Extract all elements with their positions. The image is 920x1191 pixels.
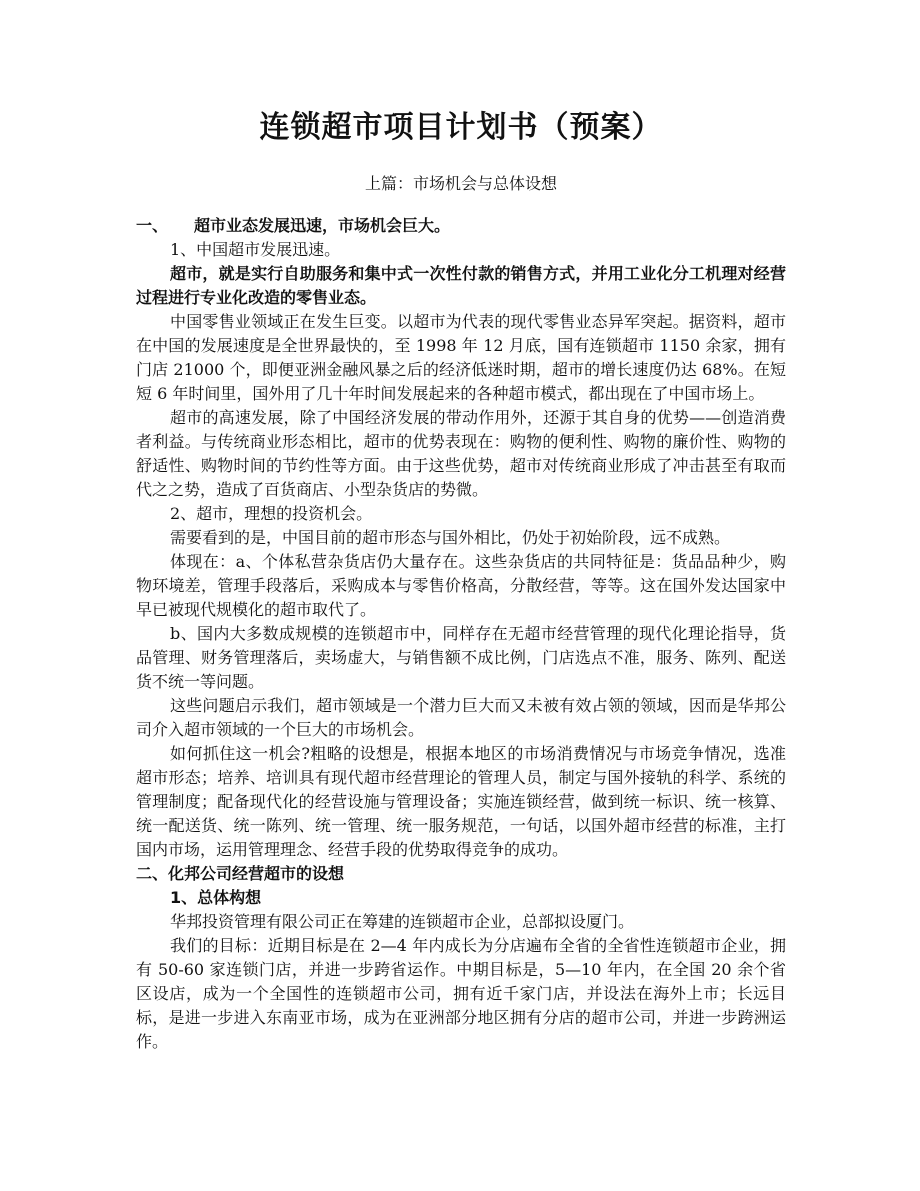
subsection-heading: 2、超市，理想的投资机会。 [170,504,373,523]
document-title: 连锁超市项目计划书（预案） [259,110,663,145]
body-paragraph: 中国零售业领域正在发生巨变。以超市为代表的现代零售业态异军突起。据资料，超市在中国的发展速度是全世界最快的，至 1998 年 12 月底，国有连锁超市 1150 余家，拥有门店 21000 个，即便亚洲金融风暴之后的经济低迷时期，超市的增长速度仍达 68%。在短短 6 年时间里，国外用了几十年时间发展起来的各种超市模式，都出现在了中国市场上。 [136,312,786,403]
section-number: 一、 [136,216,169,235]
section-heading-text: 超市业态发展迅速，市场机会巨大。 [194,216,451,235]
body-paragraph: 这些问题启示我们，超市领域是一个潜力巨大而又未被有效占领的领域，因而是华邦公司介入超市领域的一个巨大的市场机会。 [136,696,786,739]
body-paragraph: 超市的高速发展，除了中国经济发展的带动作用外，还源于其自身的优势——创造消费者利益。与传统商业形态相比，超市的优势表现在：购物的便利性、购物的廉价性、购物的舒适性、购物时间的节约性等方面。由于这些优势，超市对传统商业形成了冲击甚至有取而代之之势，造成了百货商店、小型杂货店的势微。 [136,408,786,499]
subsection-heading: 1、中国超市发展迅速。 [170,240,341,259]
body-paragraph: 如何抓住这一机会?粗略的设想是，根据本地区的市场消费情况与市场竞争情况，选准超市形态；培养、培训具有现代超市经营理论的管理人员，制定与国外接轨的科学、系统的管理制度；配备现代化的经营设施与管理设备；实施连锁经营，做到统一标识、统一核算、统一配送货、统一陈列、统一管理、统一服务规范，一句话，以国外超市经营的标准，主打国内市场，运用管理理念、经营手段的优势取得竞争的成功。 [136,744,786,859]
body-paragraph: 体现在：a、个体私营杂货店仍大量存在。这些杂货店的共同特征是：货品品种少，购物环境差，管理手段落后，采购成本与零售价格高，分散经营，等等。这在国外发达国家中早已被现代规模化的超市取代了。 [136,552,786,619]
document-subtitle: 上篇：市场机会与总体设想 [364,174,557,193]
document-body [136,214,786,1054]
section-heading-1 [136,214,786,238]
subsection-heading-bold: 1、总体构想 [170,888,262,907]
body-paragraph: 我们的目标：近期目标是在 2—4 年内成长为分店遍布全省的全省性连锁超市企业，拥有 50-60 家连锁门店，并进一步跨省运作。中期目标是，5—10 年内，在全国 20 余个省区设店，成为一个全国性的连锁超市公司，拥有近千家门店，并设法在海外上市；长远目标，是进一步进入东南亚市场，成为在亚洲部分地区拥有分店的超市公司，并进一步跨洲运作。 [136,936,786,1051]
section-heading-2: 二、化邦公司经营超市的设想 [136,864,345,883]
body-paragraph: 需要看到的是，中国目前的超市形态与国外相比，仍处于初始阶段，远不成熟。 [170,528,731,547]
body-paragraph: b、国内大多数成规模的连锁超市中，同样存在无超市经营管理的现代化理论指导，货品管理、财务管理落后，卖场虚大，与销售额不成比例，门店选点不准，服务、陈列、配送货不统一等问题。 [136,624,786,691]
body-paragraph: 华邦投资管理有限公司正在筹建的连锁超市企业，总部拟设厦门。 [170,912,635,931]
definition-paragraph: 超市，就是实行自助服务和集中式一次性付款的销售方式，并用工业化分工机理对经营过程进行专业化改造的零售业态。 [136,264,786,307]
